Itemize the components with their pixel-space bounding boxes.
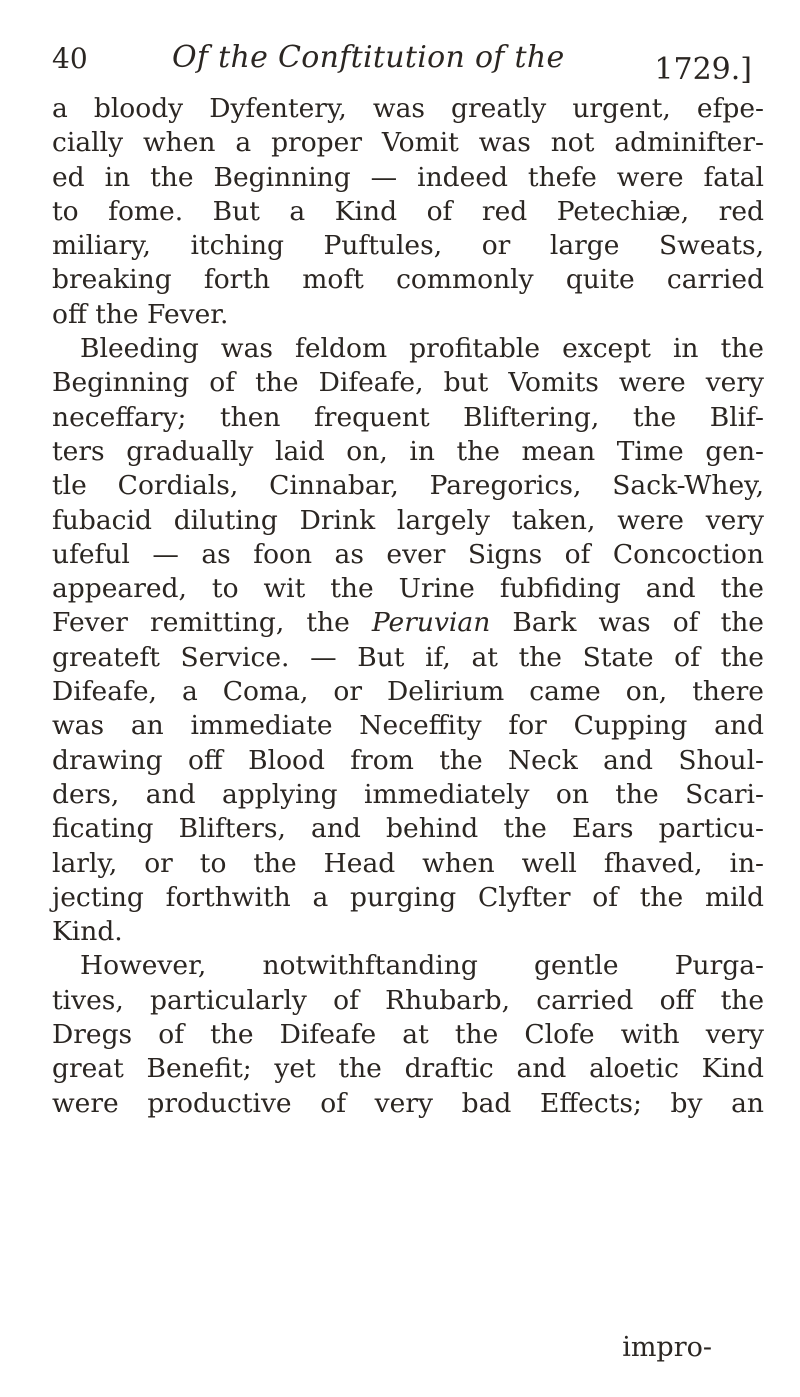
text-line: great Benefit; yet the draftic and aloetic Kind bbox=[52, 1053, 764, 1085]
text-line: greateft Service. — But if, at the State of the bbox=[52, 641, 764, 673]
text-line: Kind. bbox=[52, 916, 123, 948]
page-header bbox=[52, 38, 752, 88]
text-line: tle Cordials, Cinnabar, Paregorics, Sack-Whey, bbox=[52, 470, 764, 502]
page-number: 40 bbox=[52, 42, 88, 75]
text-line: tives, particularly of Rhubarb, carried off the bbox=[52, 984, 764, 1016]
text-line: fubacid diluting Drink largely taken, were very bbox=[52, 504, 764, 536]
text-line: cially when a proper Vomit was not adminifter- bbox=[52, 127, 764, 159]
text-line: ufeful — as foon as ever Signs of Concoction bbox=[52, 538, 764, 570]
text-line: neceffary; then frequent Bliftering, the Blif- bbox=[52, 401, 764, 433]
text-line: a bloody Dyfentery, was greatly urgent, efpe- bbox=[52, 93, 764, 124]
text-line bbox=[52, 606, 764, 640]
catchword: impro- bbox=[622, 1332, 712, 1363]
body-text bbox=[52, 92, 764, 1121]
text-line: drawing off Blood from the Neck and Shoul- bbox=[52, 744, 764, 776]
text-line: Difeafe, a Coma, or Delirium came on, there bbox=[52, 676, 764, 708]
running-title: Of the Conftitution of the bbox=[172, 40, 565, 75]
text-line: Bleeding was feldom profitable except in the bbox=[80, 333, 764, 365]
text-line: jecting forthwith a purging Clyfter of the mild bbox=[52, 881, 764, 913]
italic-word: Peruvian bbox=[371, 607, 491, 639]
text-line: ed in the Beginning — indeed thefe were fatal bbox=[52, 161, 764, 193]
text-line: were productive of very bad Effects; by an bbox=[52, 1087, 764, 1119]
text-line: to fome. But a Kind of red Petechiæ, red bbox=[52, 195, 764, 227]
text-line: was an immediate Neceffity for Cupping and bbox=[52, 710, 764, 742]
text-line: breaking forth moft commonly quite carried bbox=[52, 264, 764, 296]
text-line: However, notwithftanding gentle Purga- bbox=[80, 950, 764, 982]
text-line: Beginning of the Difeafe, but Vomits were very bbox=[52, 367, 764, 399]
text-line: appeared, to wit the Urine fubfiding and the bbox=[52, 573, 764, 605]
text-line: ders, and applying immediately on the Scari- bbox=[52, 778, 764, 810]
text-line: miliary, itching Puftules, or large Sweats, bbox=[52, 230, 764, 262]
text-line: off the Fever. bbox=[52, 298, 229, 330]
text-line: Dregs of the Difeafe at the Clofe with very bbox=[52, 1019, 764, 1051]
text-segment: Bark was of the bbox=[512, 607, 764, 639]
text-line: ficating Blifters, and behind the Ears particu- bbox=[52, 813, 764, 845]
text-line: larly, or to the Head when well fhaved, in- bbox=[52, 847, 764, 879]
header-year: 1729.] bbox=[654, 52, 752, 87]
text-segment: Fever remitting, the bbox=[52, 607, 350, 639]
text-line: ters gradually laid on, in the mean Time gen- bbox=[52, 435, 764, 467]
